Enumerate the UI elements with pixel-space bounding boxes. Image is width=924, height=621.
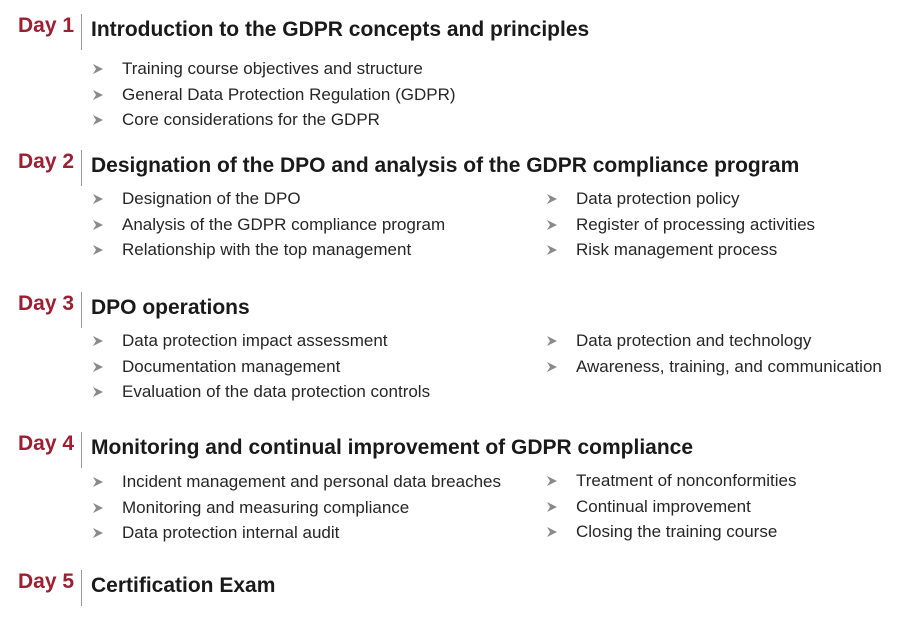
- chevron-right-icon: [91, 82, 105, 108]
- divider: [81, 570, 82, 606]
- list-item-text: Continual improvement: [576, 496, 751, 516]
- chevron-right-icon: [91, 56, 105, 82]
- chevron-right-icon: [91, 354, 105, 380]
- day-title: Introduction to the GDPR concepts and principles: [91, 18, 590, 41]
- chevron-right-icon: [91, 495, 105, 521]
- day-label: Day 4: [18, 432, 75, 455]
- chevron-right-icon: [545, 328, 559, 354]
- list-item-text: Closing the training course: [576, 522, 778, 542]
- chevron-right-icon: [545, 237, 559, 263]
- day-title: Designation of the DPO and analysis of the GDPR compliance program: [91, 154, 800, 177]
- divider: [81, 292, 82, 328]
- chevron-right-icon: [91, 212, 105, 238]
- day-label: Day 2: [18, 150, 75, 173]
- list-item-text: Data protection impact assessment: [122, 331, 388, 350]
- list-item-text: Data protection and technology: [576, 331, 812, 350]
- day-title: DPO operations: [91, 296, 250, 319]
- list-item-text: Data protection policy: [576, 189, 740, 208]
- list-item-text: Monitoring and measuring compliance: [122, 497, 410, 517]
- chevron-right-icon: [91, 186, 105, 212]
- list-item-text: Analysis of the GDPR compliance program: [122, 214, 446, 234]
- list-item-text: Incident management and personal data breaches: [122, 472, 501, 491]
- chevron-right-icon: [545, 212, 559, 238]
- chevron-right-icon: [545, 354, 559, 380]
- list-item-text: Register of processing activities: [576, 214, 816, 234]
- list-item-text: Documentation management: [122, 356, 341, 376]
- list-item-text: Treatment of nonconformities: [576, 471, 797, 490]
- chevron-right-icon: [545, 186, 559, 212]
- day-title: Certification Exam: [91, 574, 276, 597]
- chevron-right-icon: [91, 328, 105, 354]
- day-label: Day 5: [18, 570, 75, 593]
- divider: [81, 14, 82, 50]
- chevron-right-icon: [91, 107, 105, 133]
- chevron-right-icon: [545, 519, 559, 545]
- chevron-right-icon: [91, 469, 105, 495]
- day-label: Day 3: [18, 292, 75, 315]
- chevron-right-icon: [545, 494, 559, 520]
- list-item-text: Evaluation of the data protection controls: [122, 382, 431, 402]
- list-item-text: Designation of the DPO: [122, 189, 301, 208]
- list-item-text: Awareness, training, and communication: [576, 356, 882, 376]
- list-item-text: Relationship with the top management: [122, 240, 412, 260]
- list-item-text: General Data Protection Regulation (GDPR): [122, 84, 456, 104]
- chevron-right-icon: [545, 468, 559, 494]
- list-item-text: Training course objectives and structure: [122, 59, 423, 78]
- chevron-right-icon: [91, 237, 105, 263]
- list-item-text: Risk management process: [576, 240, 778, 260]
- list-item-text: Data protection internal audit: [122, 523, 340, 543]
- divider: [81, 432, 82, 468]
- divider: [81, 150, 82, 186]
- chevron-right-icon: [91, 520, 105, 546]
- day-label: Day 1: [18, 14, 75, 37]
- chevron-right-icon: [91, 379, 105, 405]
- list-item-text: Core considerations for the GDPR: [122, 110, 380, 130]
- day-title: Monitoring and continual improvement of GDPR compliance: [91, 436, 694, 459]
